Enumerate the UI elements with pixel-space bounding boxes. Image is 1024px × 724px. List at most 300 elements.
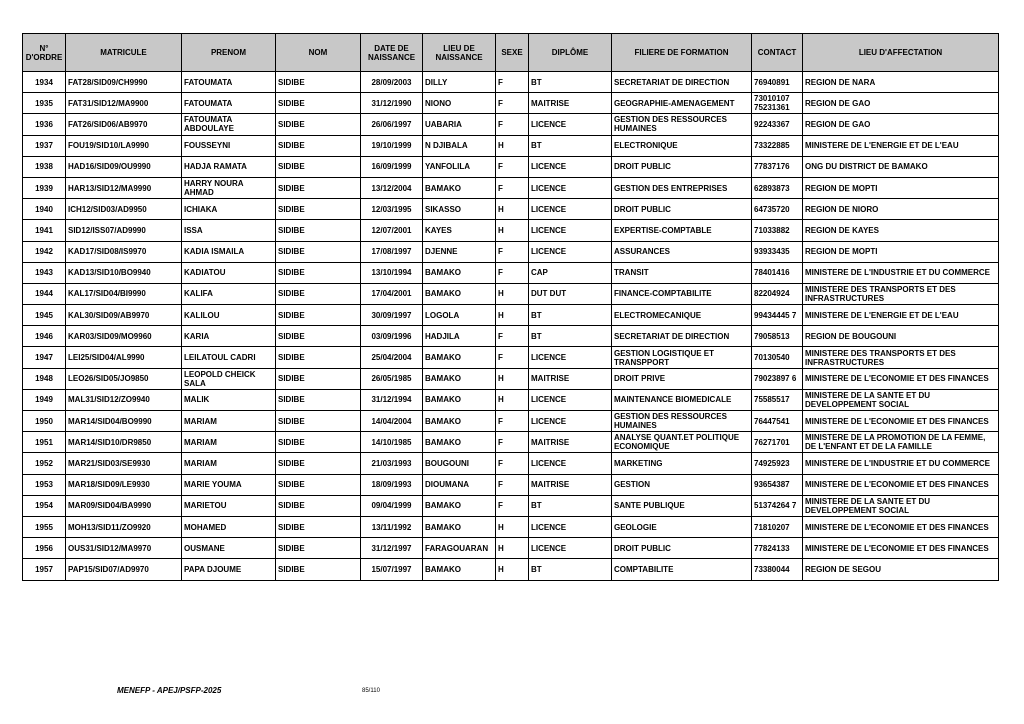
table-row — [23, 199, 999, 220]
header-cell: FILIERE DE FORMATION — [612, 34, 752, 72]
cell-prenom: HARRY NOURA AHMAD — [182, 177, 276, 198]
cell-nom: SIDIBE — [276, 72, 361, 93]
cell-prenom: KARIA — [182, 326, 276, 347]
cell-diploma: CAP — [529, 262, 612, 283]
cell-diploma: LICENCE — [529, 453, 612, 474]
cell-matricule: MOH13/SID11/ZO9920 — [66, 516, 182, 537]
cell-assignment-place: MINISTERE DE L'ENERGIE ET DE L'EAU — [803, 305, 999, 326]
cell-order-number: 1945 — [23, 305, 66, 326]
cell-matricule: FAT26/SID06/AB9970 — [66, 114, 182, 135]
cell-nom: SIDIBE — [276, 305, 361, 326]
cell-birth-date: 17/08/1997 — [361, 241, 423, 262]
cell-sex: F — [496, 177, 529, 198]
cell-nom: SIDIBE — [276, 495, 361, 516]
cell-matricule: MAR14/SID10/DR9850 — [66, 432, 182, 453]
cell-birth-place: DILLY — [423, 72, 496, 93]
cell-birth-date: 31/12/1990 — [361, 93, 423, 114]
cell-prenom: FOUSSEYNI — [182, 135, 276, 156]
cell-birth-place: SIKASSO — [423, 199, 496, 220]
cell-matricule: KAR03/SID09/MO9960 — [66, 326, 182, 347]
cell-contact: 71810207 — [752, 516, 803, 537]
cell-contact: 82204924 — [752, 283, 803, 304]
cell-assignment-place: REGION DE GAO — [803, 93, 999, 114]
header-cell: LIEU DE NAISSANCE — [423, 34, 496, 72]
cell-assignment-place: REGION DE NIORO — [803, 199, 999, 220]
cell-contact: 93933435 — [752, 241, 803, 262]
cell-birth-place: DIOUMANA — [423, 474, 496, 495]
cell-matricule: FAT28/SID09/CH9990 — [66, 72, 182, 93]
cell-nom: SIDIBE — [276, 262, 361, 283]
cell-diploma: LICENCE — [529, 516, 612, 537]
cell-training-field: GEOGRAPHIE-AMENAGEMENT — [612, 93, 752, 114]
cell-birth-place: BAMAKO — [423, 432, 496, 453]
cell-nom: SIDIBE — [276, 347, 361, 368]
cell-sex: F — [496, 156, 529, 177]
table-body — [23, 72, 999, 581]
cell-prenom: KADIATOU — [182, 262, 276, 283]
cell-birth-place: BOUGOUNI — [423, 453, 496, 474]
cell-nom: SIDIBE — [276, 453, 361, 474]
cell-nom: SIDIBE — [276, 114, 361, 135]
cell-order-number: 1953 — [23, 474, 66, 495]
cell-prenom: MOHAMED — [182, 516, 276, 537]
cell-assignment-place: MINISTERE DES TRANSPORTS ET DES INFRASTRUCTURES — [803, 283, 999, 304]
cell-training-field: COMPTABILITE — [612, 559, 752, 580]
cell-matricule: KAL30/SID09/AB9970 — [66, 305, 182, 326]
cell-prenom: MARIETOU — [182, 495, 276, 516]
cell-birth-place: FARAGOUARAN — [423, 538, 496, 559]
cell-prenom: ICHIAKA — [182, 199, 276, 220]
cell-order-number: 1936 — [23, 114, 66, 135]
cell-matricule: MAR21/SID03/SE9930 — [66, 453, 182, 474]
cell-prenom: MARIAM — [182, 432, 276, 453]
cell-contact: 77824133 — [752, 538, 803, 559]
cell-birth-date: 09/04/1999 — [361, 495, 423, 516]
cell-birth-place: BAMAKO — [423, 389, 496, 410]
table-row — [23, 220, 999, 241]
cell-nom: SIDIBE — [276, 241, 361, 262]
cell-order-number: 1935 — [23, 93, 66, 114]
cell-sex: F — [496, 495, 529, 516]
cell-training-field: SECRETARIAT DE DIRECTION — [612, 72, 752, 93]
cell-birth-place: HADJILA — [423, 326, 496, 347]
cell-prenom: LEOPOLD CHEICK SALA — [182, 368, 276, 389]
cell-diploma: LICENCE — [529, 114, 612, 135]
cell-order-number: 1943 — [23, 262, 66, 283]
cell-prenom: ISSA — [182, 220, 276, 241]
cell-order-number: 1949 — [23, 389, 66, 410]
cell-birth-date: 16/09/1999 — [361, 156, 423, 177]
cell-contact: 77837176 — [752, 156, 803, 177]
cell-contact: 74925923 — [752, 453, 803, 474]
cell-sex: H — [496, 516, 529, 537]
cell-sex: H — [496, 368, 529, 389]
cell-sex: F — [496, 241, 529, 262]
cell-order-number: 1948 — [23, 368, 66, 389]
table-row — [23, 389, 999, 410]
cell-birth-date: 13/11/1992 — [361, 516, 423, 537]
table-row — [23, 262, 999, 283]
cell-assignment-place: REGION DE BOUGOUNI — [803, 326, 999, 347]
cell-diploma: BT — [529, 326, 612, 347]
cell-contact: 78401416 — [752, 262, 803, 283]
cell-diploma: BT — [529, 305, 612, 326]
cell-contact: 73322885 — [752, 135, 803, 156]
cell-birth-place: NIONO — [423, 93, 496, 114]
cell-training-field: FINANCE-COMPTABILITE — [612, 283, 752, 304]
cell-diploma: BT — [529, 559, 612, 580]
cell-contact: 62893873 — [752, 177, 803, 198]
cell-assignment-place: MINISTERE DE L'INDUSTRIE ET DU COMMERCE — [803, 262, 999, 283]
cell-assignment-place: MINISTERE DE L'ENERGIE ET DE L'EAU — [803, 135, 999, 156]
cell-birth-date: 31/12/1994 — [361, 389, 423, 410]
cell-prenom: MARIE YOUMA — [182, 474, 276, 495]
cell-order-number: 1956 — [23, 538, 66, 559]
cell-birth-date: 12/03/1995 — [361, 199, 423, 220]
cell-birth-date: 03/09/1996 — [361, 326, 423, 347]
cell-order-number: 1954 — [23, 495, 66, 516]
table-row — [23, 559, 999, 580]
cell-training-field: DROIT PUBLIC — [612, 199, 752, 220]
cell-sex: F — [496, 347, 529, 368]
cell-diploma: LICENCE — [529, 241, 612, 262]
header-cell: PRENOM — [182, 34, 276, 72]
page-number: 85/110 — [362, 688, 380, 694]
cell-contact: 93654387 — [752, 474, 803, 495]
cell-birth-date: 31/12/1997 — [361, 538, 423, 559]
cell-birth-date: 13/12/2004 — [361, 177, 423, 198]
cell-training-field: GESTION DES RESSOURCES HUMAINES — [612, 114, 752, 135]
cell-assignment-place: REGION DE KAYES — [803, 220, 999, 241]
cell-nom: SIDIBE — [276, 411, 361, 432]
cell-training-field: TRANSIT — [612, 262, 752, 283]
cell-diploma: LICENCE — [529, 199, 612, 220]
table-row — [23, 432, 999, 453]
cell-training-field: MARKETING — [612, 453, 752, 474]
table-header-row — [23, 34, 999, 72]
cell-training-field: ELECTRONIQUE — [612, 135, 752, 156]
cell-sex: F — [496, 474, 529, 495]
cell-assignment-place: MINISTERE DE L'ECONOMIE ET DES FINANCES — [803, 538, 999, 559]
table-row — [23, 326, 999, 347]
cell-matricule: KAL17/SID04/BI9990 — [66, 283, 182, 304]
cell-birth-place: YANFOLILA — [423, 156, 496, 177]
cell-training-field: EXPERTISE-COMPTABLE — [612, 220, 752, 241]
cell-order-number: 1952 — [23, 453, 66, 474]
table-row — [23, 93, 999, 114]
cell-birth-date: 13/10/1994 — [361, 262, 423, 283]
cell-contact: 79058513 — [752, 326, 803, 347]
cell-diploma: DUT DUT — [529, 283, 612, 304]
cell-diploma: LICENCE — [529, 347, 612, 368]
cell-contact: 99434445 7 — [752, 305, 803, 326]
cell-prenom: KALIFA — [182, 283, 276, 304]
cell-birth-place: BAMAKO — [423, 495, 496, 516]
table-row — [23, 516, 999, 537]
cell-prenom: OUSMANE — [182, 538, 276, 559]
cell-training-field: ANALYSE QUANT.ET POLITIQUE ECONOMIQUE — [612, 432, 752, 453]
cell-nom: SIDIBE — [276, 220, 361, 241]
cell-matricule: KAD17/SID08/IS9970 — [66, 241, 182, 262]
cell-training-field: ELECTROMECANIQUE — [612, 305, 752, 326]
cell-birth-date: 26/05/1985 — [361, 368, 423, 389]
header-cell: NOM — [276, 34, 361, 72]
cell-nom: SIDIBE — [276, 177, 361, 198]
cell-nom: SIDIBE — [276, 93, 361, 114]
cell-assignment-place: REGION DE GAO — [803, 114, 999, 135]
cell-assignment-place: REGION DE MOPTI — [803, 177, 999, 198]
table-row — [23, 411, 999, 432]
cell-assignment-place: REGION DE SEGOU — [803, 559, 999, 580]
cell-birth-place: BAMAKO — [423, 177, 496, 198]
cell-diploma: LICENCE — [529, 538, 612, 559]
cell-training-field: MAINTENANCE BIOMEDICALE — [612, 389, 752, 410]
cell-birth-place: DJENNE — [423, 241, 496, 262]
cell-diploma: MAITRISE — [529, 432, 612, 453]
cell-matricule: HAD16/SID09/OU9990 — [66, 156, 182, 177]
cell-birth-place: BAMAKO — [423, 368, 496, 389]
cell-order-number: 1947 — [23, 347, 66, 368]
table-row — [23, 538, 999, 559]
cell-birth-date: 17/04/2001 — [361, 283, 423, 304]
cell-birth-place: BAMAKO — [423, 559, 496, 580]
header-cell: SEXE — [496, 34, 529, 72]
cell-matricule: OUS31/SID12/MA9970 — [66, 538, 182, 559]
cell-assignment-place: MINISTERE DE L'INDUSTRIE ET DU COMMERCE — [803, 453, 999, 474]
cell-prenom: PAPA DJOUME — [182, 559, 276, 580]
cell-sex: H — [496, 538, 529, 559]
cell-contact: 73380044 — [752, 559, 803, 580]
cell-training-field: GESTION — [612, 474, 752, 495]
cell-assignment-place: MINISTERE DE LA SANTE ET DU DEVELOPPEMENT SOCIAL — [803, 495, 999, 516]
cell-prenom: LEILATOUL CADRI — [182, 347, 276, 368]
cell-assignment-place: MINISTERE DE L'ECONOMIE ET DES FINANCES — [803, 411, 999, 432]
cell-diploma: BT — [529, 135, 612, 156]
cell-birth-date: 12/07/2001 — [361, 220, 423, 241]
cell-nom: SIDIBE — [276, 432, 361, 453]
table-row — [23, 283, 999, 304]
cell-nom: SIDIBE — [276, 156, 361, 177]
cell-sex: F — [496, 453, 529, 474]
cell-contact: 75585517 — [752, 389, 803, 410]
cell-birth-place: BAMAKO — [423, 283, 496, 304]
cell-diploma: BT — [529, 72, 612, 93]
cell-birth-date: 18/09/1993 — [361, 474, 423, 495]
cell-birth-date: 28/09/2003 — [361, 72, 423, 93]
cell-prenom: FATOUMATA — [182, 72, 276, 93]
cell-nom: SIDIBE — [276, 389, 361, 410]
cell-matricule: LEI25/SID04/AL9990 — [66, 347, 182, 368]
cell-matricule: ICH12/SID03/AD9950 — [66, 199, 182, 220]
cell-nom: SIDIBE — [276, 538, 361, 559]
table-row — [23, 72, 999, 93]
cell-sex: H — [496, 220, 529, 241]
cell-order-number: 1938 — [23, 156, 66, 177]
cell-order-number: 1941 — [23, 220, 66, 241]
header-cell: CONTACT — [752, 34, 803, 72]
cell-contact: 70130540 — [752, 347, 803, 368]
header-cell: DATE DE NAISSANCE — [361, 34, 423, 72]
cell-birth-date: 14/10/1985 — [361, 432, 423, 453]
cell-diploma: LICENCE — [529, 177, 612, 198]
cell-birth-place: BAMAKO — [423, 516, 496, 537]
cell-matricule: MAR09/SID04/BA9990 — [66, 495, 182, 516]
cell-sex: F — [496, 326, 529, 347]
cell-matricule: LEO26/SID05/JO9850 — [66, 368, 182, 389]
cell-matricule: HAR13/SID12/MA9990 — [66, 177, 182, 198]
cell-birth-date: 19/10/1999 — [361, 135, 423, 156]
cell-nom: SIDIBE — [276, 135, 361, 156]
cell-assignment-place: REGION DE MOPTI — [803, 241, 999, 262]
header-cell: LIEU D'AFFECTATION — [803, 34, 999, 72]
cell-nom: SIDIBE — [276, 283, 361, 304]
cell-nom: SIDIBE — [276, 326, 361, 347]
cell-birth-date: 26/06/1997 — [361, 114, 423, 135]
cell-nom: SIDIBE — [276, 474, 361, 495]
cell-birth-date: 30/09/1997 — [361, 305, 423, 326]
cell-prenom: KADIA ISMAILA — [182, 241, 276, 262]
cell-order-number: 1946 — [23, 326, 66, 347]
header-cell: N° D'ORDRE — [23, 34, 66, 72]
cell-assignment-place: MINISTERE DES TRANSPORTS ET DES INFRASTRUCTURES — [803, 347, 999, 368]
cell-prenom: KALILOU — [182, 305, 276, 326]
cell-prenom: MARIAM — [182, 411, 276, 432]
cell-birth-place: UABARIA — [423, 114, 496, 135]
cell-training-field: GEOLOGIE — [612, 516, 752, 537]
cell-order-number: 1940 — [23, 199, 66, 220]
cell-birth-place: BAMAKO — [423, 347, 496, 368]
assignment-table — [22, 33, 999, 581]
cell-training-field: DROIT PUBLIC — [612, 538, 752, 559]
cell-sex: H — [496, 559, 529, 580]
cell-order-number: 1950 — [23, 411, 66, 432]
table-row — [23, 305, 999, 326]
cell-assignment-place: MINISTERE DE L'ECONOMIE ET DES FINANCES — [803, 516, 999, 537]
cell-matricule: MAR14/SID04/BO9990 — [66, 411, 182, 432]
cell-prenom: MALIK — [182, 389, 276, 410]
cell-prenom: FATOUMATA ABDOULAYE — [182, 114, 276, 135]
table-row — [23, 347, 999, 368]
cell-training-field: SANTE PUBLIQUE — [612, 495, 752, 516]
cell-diploma: MAITRISE — [529, 93, 612, 114]
cell-matricule: MAL31/SID12/ZO9940 — [66, 389, 182, 410]
cell-contact: 64735720 — [752, 199, 803, 220]
cell-training-field: DROIT PUBLIC — [612, 156, 752, 177]
cell-matricule: MAR18/SID09/LE9930 — [66, 474, 182, 495]
table-row — [23, 453, 999, 474]
cell-sex: F — [496, 114, 529, 135]
cell-sex: H — [496, 305, 529, 326]
cell-birth-date: 21/03/1993 — [361, 453, 423, 474]
cell-birth-place: BAMAKO — [423, 262, 496, 283]
cell-diploma: LICENCE — [529, 156, 612, 177]
cell-order-number: 1955 — [23, 516, 66, 537]
cell-assignment-place: MINISTERE DE L'ECONOMIE ET DES FINANCES — [803, 368, 999, 389]
cell-assignment-place: REGION DE NARA — [803, 72, 999, 93]
header-cell: MATRICULE — [66, 34, 182, 72]
cell-training-field: GESTION DES RESSOURCES HUMAINES — [612, 411, 752, 432]
cell-birth-place: BAMAKO — [423, 411, 496, 432]
cell-nom: SIDIBE — [276, 516, 361, 537]
table-row — [23, 241, 999, 262]
cell-matricule: FOU19/SID10/LA9990 — [66, 135, 182, 156]
cell-nom: SIDIBE — [276, 199, 361, 220]
cell-assignment-place: MINISTERE DE LA SANTE ET DU DEVELOPPEMENT SOCIAL — [803, 389, 999, 410]
cell-assignment-place: MINISTERE DE LA PROMOTION DE LA FEMME, DE L'ENFANT ET DE LA FAMILLE — [803, 432, 999, 453]
header-cell: DIPLÔME — [529, 34, 612, 72]
cell-sex: F — [496, 93, 529, 114]
cell-sex: F — [496, 262, 529, 283]
cell-contact: 51374264 7 — [752, 495, 803, 516]
footer-label: MENEFP - APEJ/PSFP-2025 — [117, 686, 222, 695]
cell-sex: H — [496, 135, 529, 156]
table-row — [23, 177, 999, 198]
cell-contact: 92243367 — [752, 114, 803, 135]
cell-diploma: BT — [529, 495, 612, 516]
cell-matricule: KAD13/SID10/BO9940 — [66, 262, 182, 283]
cell-birth-date: 25/04/2004 — [361, 347, 423, 368]
table-row — [23, 114, 999, 135]
cell-birth-date: 15/07/1997 — [361, 559, 423, 580]
cell-contact: 79023897 6 — [752, 368, 803, 389]
table-row — [23, 368, 999, 389]
cell-birth-place: KAYES — [423, 220, 496, 241]
cell-diploma: MAITRISE — [529, 368, 612, 389]
cell-training-field: GESTION LOGISTIQUE ET TRANSPPORT — [612, 347, 752, 368]
cell-prenom: FATOUMATA — [182, 93, 276, 114]
cell-matricule: PAP15/SID07/AD9970 — [66, 559, 182, 580]
cell-birth-place: N DJIBALA — [423, 135, 496, 156]
cell-contact: 76447541 — [752, 411, 803, 432]
cell-sex: H — [496, 389, 529, 410]
cell-prenom: MARIAM — [182, 453, 276, 474]
cell-contact: 76271701 — [752, 432, 803, 453]
cell-order-number: 1942 — [23, 241, 66, 262]
cell-order-number: 1951 — [23, 432, 66, 453]
cell-order-number: 1939 — [23, 177, 66, 198]
cell-assignment-place: MINISTERE DE L'ECONOMIE ET DES FINANCES — [803, 474, 999, 495]
cell-matricule: FAT31/SID12/MA9900 — [66, 93, 182, 114]
cell-diploma: MAITRISE — [529, 474, 612, 495]
cell-sex: H — [496, 283, 529, 304]
table-row — [23, 474, 999, 495]
cell-training-field: DROIT PRIVE — [612, 368, 752, 389]
cell-matricule: SID12/ISS07/AD9990 — [66, 220, 182, 241]
cell-contact: 71033882 — [752, 220, 803, 241]
table-row — [23, 156, 999, 177]
cell-sex: H — [496, 199, 529, 220]
cell-contact: 73010107 75231361 — [752, 93, 803, 114]
cell-order-number: 1944 — [23, 283, 66, 304]
cell-diploma: LICENCE — [529, 220, 612, 241]
cell-diploma: LICENCE — [529, 411, 612, 432]
cell-training-field: SECRETARIAT DE DIRECTION — [612, 326, 752, 347]
cell-nom: SIDIBE — [276, 368, 361, 389]
cell-order-number: 1937 — [23, 135, 66, 156]
cell-diploma: LICENCE — [529, 389, 612, 410]
cell-birth-place: LOGOLA — [423, 305, 496, 326]
table-row — [23, 135, 999, 156]
cell-sex: F — [496, 432, 529, 453]
cell-assignment-place: ONG DU DISTRICT DE BAMAKO — [803, 156, 999, 177]
cell-nom: SIDIBE — [276, 559, 361, 580]
table-row — [23, 495, 999, 516]
cell-training-field: ASSURANCES — [612, 241, 752, 262]
cell-birth-date: 14/04/2004 — [361, 411, 423, 432]
cell-order-number: 1934 — [23, 72, 66, 93]
cell-training-field: GESTION DES ENTREPRISES — [612, 177, 752, 198]
cell-sex: F — [496, 411, 529, 432]
